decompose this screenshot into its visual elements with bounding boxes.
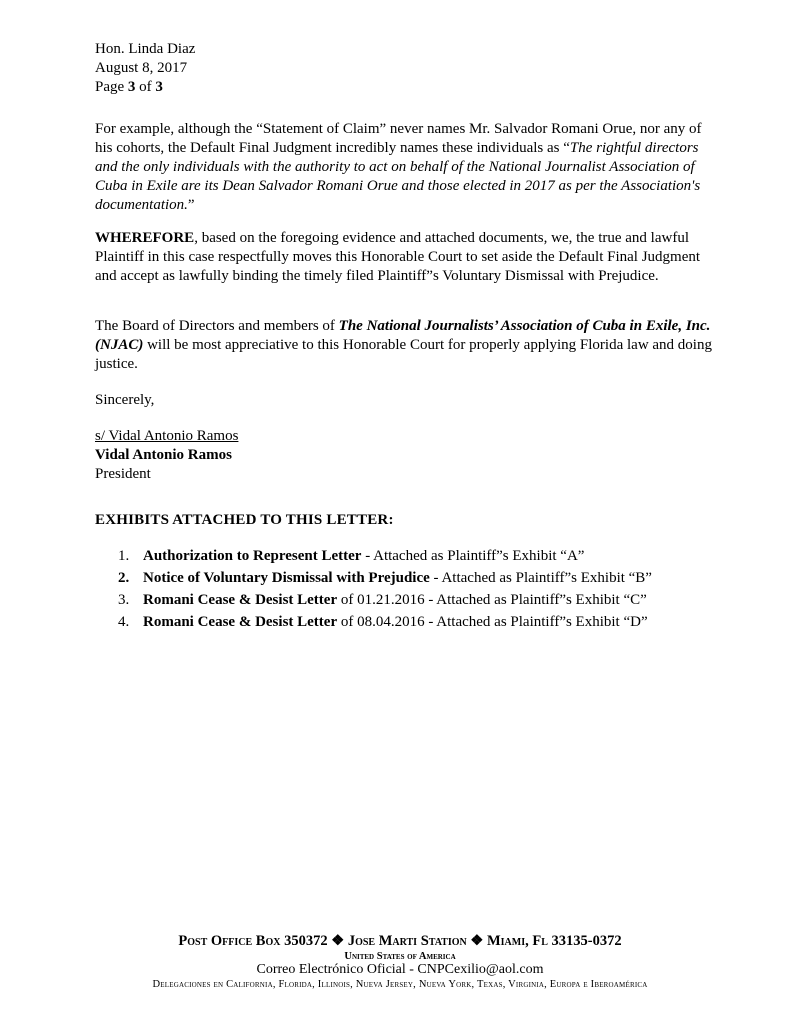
letter-header — [95, 40, 715, 97]
letter-date: August 8, 2017 — [95, 60, 188, 76]
exhibit-item-3 — [95, 591, 715, 613]
exhibits-heading: EXHIBITS ATTACHED TO THIS LETTER: — [95, 512, 394, 528]
exhibit-number-4: 4. — [118, 614, 130, 630]
exhibit-item-1 — [95, 547, 715, 569]
signer-title: President — [95, 466, 151, 482]
letterhead-footer — [0, 932, 800, 991]
signed-signature-line: s/ Vidal Antonio Ramos — [95, 428, 239, 444]
paragraph-wherefore: WHEREFORE, based on the foregoing evidence and attached documents, we, the true and lawful Plaintiff in this case respectfully moves this Honorable Court to set aside the Default Final Judgment and accept as lawfully binding the timely filed Plaintiff”s Voluntary Dismissal with Prejudice. — [95, 230, 704, 284]
exhibit-text-2: Notice of Voluntary Dismissal with Prejudice - Attached as Plaintiff”s Exhibit “B” — [143, 570, 652, 586]
footer-delegations-line: Delegaciones en California, Florida, Illinois, Nueva Jersey, Nueva York, Texas, Virginia, Europa e Iberoamérica — [152, 979, 648, 990]
signature-block — [95, 427, 715, 484]
exhibit-text-4: Romani Cease & Desist Letter of 08.04.2016 - Attached as Plaintiff”s Exhibit “D” — [143, 614, 648, 630]
exhibit-item-2 — [95, 569, 715, 591]
exhibits-list — [95, 547, 715, 635]
closing-salutation: Sincerely, — [95, 392, 155, 408]
footer-address-line: Post Office Box 350372 ❖ Jose Marti Station ❖ Miami, Fl 33135-0372 — [178, 933, 622, 949]
exhibit-item-4 — [95, 613, 715, 635]
exhibit-number-3: 3. — [118, 592, 130, 608]
exhibit-text-1: Authorization to Represent Letter - Attached as Plaintiff”s Exhibit “A” — [143, 548, 585, 564]
exhibit-number-2: 2. — [118, 570, 130, 586]
footer-email-line: Correo Electrónico Oficial - CNPCexilio@aol.com — [256, 962, 544, 977]
exhibit-number-1: 1. — [118, 548, 130, 564]
exhibit-text-3: Romani Cease & Desist Letter of 01.21.2016 - Attached as Plaintiff”s Exhibit “C” — [143, 592, 647, 608]
footer-country-line: United States of America — [344, 951, 456, 962]
paragraph-example: For example, although the “Statement of Claim” never names Mr. Salvador Romani Orue, nor any of his cohorts, the Default Final Judgment incredibly names these individuals as “The rightful directors and the only individuals with the authority to act on behalf of the National Journalist Association of Cuba in Exile are its Dean Salvador Romani Orue and those elected in 2017 as per the Association's documentation.” — [95, 121, 706, 213]
paragraph-board: The Board of Directors and members of The National Journalists’ Association of Cuba in Exile, Inc. (NJAC) will be most appreciative to this Honorable Court for properly applying Florida law and doing justice. — [95, 318, 716, 372]
signer-name: Vidal Antonio Ramos — [95, 447, 232, 463]
recipient-name: Hon. Linda Diaz — [95, 41, 196, 57]
page-number-line: Page 3 of 3 — [95, 79, 163, 95]
